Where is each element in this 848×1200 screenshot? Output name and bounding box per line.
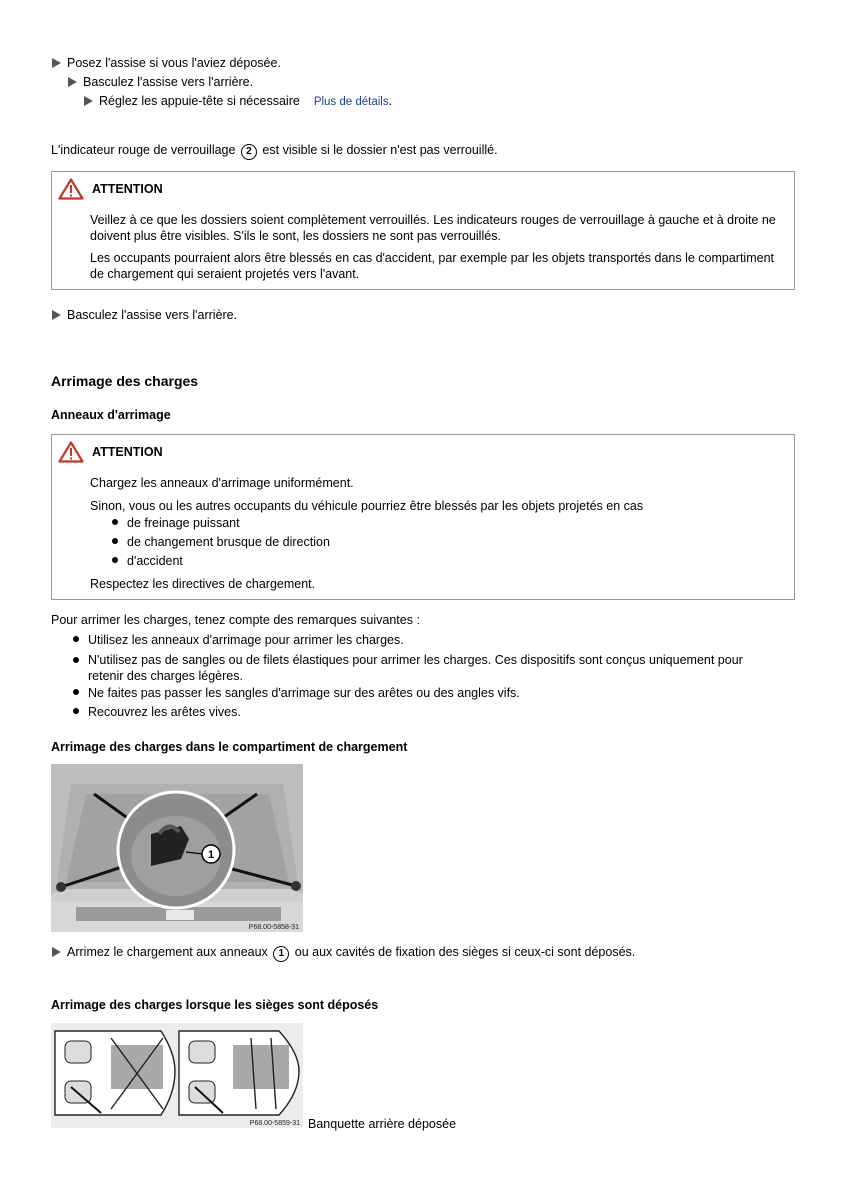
marker-1-icon: 1 [273, 946, 289, 962]
warning-paragraph: Sinon, vous ou les autres occupants du véhicule pourriez être blessés par les objets projetés en cas [90, 499, 644, 513]
subsection-title: Arrimage des charges dans le compartiment de chargement [51, 740, 408, 754]
warning-header [58, 178, 163, 200]
warning-title: ATTENTION [92, 445, 163, 459]
list-item: Recouvrez les arêtes vives. [73, 705, 241, 719]
warning-title: ATTENTION [92, 182, 163, 196]
step-tilt-seat: Basculez l'assise vers l'arrière. [52, 308, 237, 322]
warning-box-1 [51, 171, 795, 290]
list-item: Utilisez les anneaux d'arrimage pour arrimer les charges. [73, 633, 404, 647]
bullet-icon [112, 538, 118, 544]
bullet-icon [73, 657, 79, 663]
figure-caption: Banquette arrière déposée [308, 1117, 457, 1131]
arrow-right-icon [52, 947, 61, 957]
bullet-icon [73, 636, 79, 642]
warning-box-2 [51, 434, 795, 600]
figure-code: P68.00-5859-31 [249, 1120, 300, 1127]
arrow-right-icon [84, 96, 93, 106]
marker-1-label: 1 [207, 849, 215, 861]
details-link[interactable]: Plus de détails [313, 96, 389, 108]
warning-triangle-icon [58, 178, 84, 200]
subsection-title: Anneaux d'arrimage [51, 408, 171, 422]
list-item: N'utilisez pas de sangles ou de filets élastiques pour arrimer les charges. Ces dispositifs sont conçus uniquement pour retenir des charges légères. [73, 652, 773, 684]
arrow-right-icon [52, 58, 61, 68]
cargo-compartment-figure [51, 764, 303, 932]
warning-paragraph: Chargez les anneaux d'arrimage uniformément. [90, 476, 354, 490]
subsection-title: Arrimage des charges lorsque les sièges sont déposés [51, 998, 379, 1012]
warning-paragraph: Veillez à ce que les dossiers soient complètement verrouillés. Les indicateurs rouges de verrouillage à gauche et à droite ne doivent plus être visibles. S'ils le sont, les dossiers ne sont pas verrouillés. [90, 213, 776, 243]
arrow-right-icon [68, 77, 77, 87]
indicator-sentence: L'indicateur rouge de verrouillage 2 est visible si le dossier n'est pas verrouillé. [51, 143, 498, 160]
marker-2-icon: 2 [241, 144, 257, 160]
bullet-icon [112, 519, 118, 525]
list-item: Ne faites pas passer les sangles d'arrimage sur des arêtes ou des angles vifs. [73, 686, 520, 700]
step-anchor-load: Arrimez le chargement aux anneaux 1 ou aux cavités de fixation des sièges si ceux-ci sont déposés. [52, 945, 635, 962]
seats-removed-figure [51, 1023, 303, 1128]
step-1: Posez l'assise si vous l'aviez déposée. [52, 56, 281, 70]
bullet-icon [73, 708, 79, 714]
figure-code: P68.00-5858-31 [248, 924, 299, 931]
warning-paragraph: Les occupants pourraient alors être blessés en cas d'accident, par exemple par les objets transportés dans le compartiment de chargement qui seraient projetés vers l'avant. [90, 251, 775, 281]
step-3: Réglez les appuie-tête si nécessaire Plus de détails. [84, 94, 392, 108]
list-item: d'accident [112, 554, 183, 568]
remarks-intro: Pour arrimer les charges, tenez compte des remarques suivantes : [51, 613, 420, 627]
warning-paragraph: Respectez les directives de chargement. [90, 577, 316, 591]
arrow-right-icon [52, 310, 61, 320]
list-item: de freinage puissant [112, 516, 240, 530]
bullet-icon [112, 557, 118, 563]
warning-triangle-icon [58, 441, 84, 463]
cargo-compartment-illustration [51, 764, 303, 932]
step-2: Basculez l'assise vers l'arrière. [68, 75, 253, 89]
section-title: Arrimage des charges [51, 373, 199, 389]
list-item: de changement brusque de direction [112, 535, 330, 549]
seats-removed-illustration [51, 1023, 303, 1128]
warning-header [58, 441, 163, 463]
bullet-icon [73, 689, 79, 695]
